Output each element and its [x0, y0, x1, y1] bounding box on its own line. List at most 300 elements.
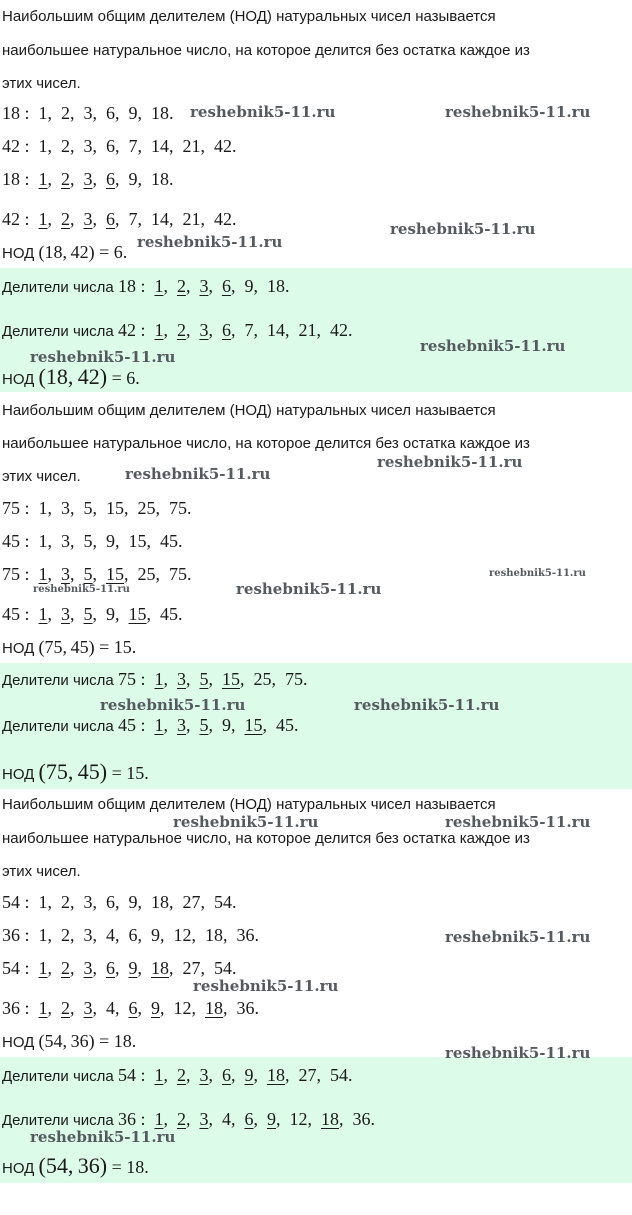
separator: , — [230, 320, 245, 340]
divisor-list-3b — [2, 925, 259, 946]
divisor: 2 — [176, 320, 186, 340]
divisor: 6 — [221, 320, 231, 340]
separator: , — [70, 209, 84, 229]
divisor: 1 — [154, 276, 164, 296]
divisor: 3 — [83, 136, 93, 156]
divisor: 5 — [83, 564, 93, 584]
separator: , — [137, 925, 152, 945]
separator: , — [92, 531, 107, 551]
divisor: 3 — [199, 1065, 209, 1085]
divisor: 18 — [151, 958, 170, 978]
divisor: 25 — [137, 498, 156, 518]
divisor: 7 — [244, 320, 254, 340]
watermark: reshebnik5-11.ru — [236, 580, 382, 598]
separator: , — [208, 715, 222, 735]
number: 75 : — [117, 669, 155, 689]
separator: , — [115, 925, 129, 945]
divisor: 4 — [221, 1109, 231, 1129]
divisor: 2 — [61, 209, 71, 229]
separator: , — [137, 209, 152, 229]
divisor: 54 — [329, 1065, 348, 1085]
divisor: 1 — [154, 1065, 164, 1085]
separator: , — [223, 925, 237, 945]
definition-line-3: этих чисел. — [2, 75, 81, 92]
divisor: 36 — [236, 925, 255, 945]
gcd-args: (75, 45) — [38, 759, 108, 784]
separator: , — [169, 209, 183, 229]
divisor: 1 — [38, 998, 48, 1018]
divisor: 6 — [221, 1065, 231, 1085]
divisor: 15 — [221, 669, 240, 689]
separator: , — [115, 531, 129, 551]
separator: , — [200, 892, 215, 912]
separator: , — [47, 169, 62, 189]
separator: , — [92, 136, 107, 156]
separator: , — [316, 320, 330, 340]
divisor: 9 — [244, 1065, 254, 1085]
divisor: 15 — [244, 715, 263, 735]
divisor: 36 — [236, 998, 255, 1018]
separator: , — [253, 1109, 267, 1129]
definition-line-3: этих чисел. — [2, 863, 81, 880]
divisor-label: Делители числа — [2, 1068, 118, 1085]
divisor: 27 — [298, 1065, 317, 1085]
gcd-result-2 — [2, 637, 136, 658]
watermark: reshebnik5-11.ru — [445, 928, 591, 946]
divisor: 15 — [106, 564, 125, 584]
divisor: 12 — [173, 998, 192, 1018]
divisor: 45 — [160, 604, 179, 624]
separator: , — [115, 136, 129, 156]
separator: , — [70, 892, 84, 912]
separator: , — [185, 1065, 200, 1085]
separator: , — [316, 1065, 330, 1085]
separator: , — [284, 1065, 299, 1085]
divisor: 12 — [173, 925, 192, 945]
divisor-list-2b — [2, 531, 183, 552]
divisor: 75 — [284, 669, 303, 689]
divisor: 2 — [61, 103, 71, 123]
gcd-label: НОД — [2, 245, 39, 262]
divisor: 2 — [61, 136, 71, 156]
separator: , — [163, 1109, 177, 1129]
divisor-list-1a-marked — [2, 169, 174, 190]
divisor: 1 — [38, 892, 48, 912]
separator: . — [254, 925, 260, 945]
gcd-args: (54, 36) — [38, 1153, 108, 1178]
separator: . — [254, 998, 260, 1018]
divisor: 42 — [214, 209, 233, 229]
divisor: 25 — [137, 564, 156, 584]
divisor-list-3a-marked — [2, 958, 237, 979]
gcd-value: = 15. — [94, 637, 137, 657]
divisor: 1 — [38, 209, 48, 229]
separator: , — [137, 958, 152, 978]
definition-line-1: Наибольшим общим делителем (НОД) натуральных чисел называется — [2, 8, 496, 25]
divisor: 54 — [214, 892, 233, 912]
divisor: 6 — [244, 1109, 254, 1129]
separator: , — [115, 103, 129, 123]
divisor: 2 — [61, 169, 71, 189]
watermark: reshebnik5-11.ru — [100, 696, 246, 714]
separator: , — [271, 669, 285, 689]
separator: , — [137, 103, 152, 123]
divisor: 1 — [154, 715, 164, 735]
watermark: reshebnik5-11.ru — [445, 1044, 591, 1062]
separator: , — [155, 564, 170, 584]
separator: , — [124, 564, 138, 584]
gcd-value: = 15. — [107, 763, 149, 783]
separator: , — [47, 925, 62, 945]
divisor: 6 — [106, 169, 116, 189]
separator: , — [70, 498, 84, 518]
separator: . — [347, 1065, 353, 1085]
divisor: 3 — [199, 1109, 209, 1129]
watermark: reshebnik5-11.ru — [190, 103, 336, 121]
divisor: 6 — [106, 136, 116, 156]
separator: , — [92, 998, 107, 1018]
number: 36 : — [2, 998, 39, 1018]
divisor: 14 — [151, 136, 170, 156]
separator: . — [232, 958, 237, 978]
separator: , — [124, 498, 138, 518]
number: 45 : — [117, 715, 155, 735]
separator: , — [70, 564, 84, 584]
divisor-label: Делители числа — [2, 279, 118, 296]
separator: , — [163, 715, 177, 735]
divisor: 18 — [151, 892, 170, 912]
answer-box-1 — [0, 268, 632, 392]
divisor-label: Делители числа — [2, 323, 118, 340]
divisor: 54 — [214, 958, 233, 978]
separator: , — [146, 604, 161, 624]
gcd-value: = 6. — [94, 242, 128, 262]
number: 45 : — [2, 531, 39, 551]
watermark: reshebnik5-11.ru — [137, 233, 283, 251]
divisor: 3 — [61, 531, 71, 551]
divisor: 4 — [106, 925, 116, 945]
divisor: 6 — [106, 209, 116, 229]
number: 75 : — [2, 564, 39, 584]
gcd-label: НОД — [2, 640, 39, 657]
separator: , — [155, 498, 170, 518]
divisor: 5 — [199, 669, 209, 689]
number: 36 : — [2, 925, 39, 945]
separator: , — [169, 892, 183, 912]
watermark: reshebnik5-11.ru — [445, 813, 591, 831]
divisor-list-1b — [2, 136, 237, 157]
separator: , — [92, 925, 107, 945]
watermark: reshebnik5-11.ru — [30, 1128, 176, 1146]
divisor: 1 — [38, 103, 48, 123]
divisor: 2 — [61, 998, 71, 1018]
divisor: 1 — [154, 320, 164, 340]
definition-line-1: Наибольшим общим делителем (НОД) натуральных чисел называется — [2, 796, 496, 813]
separator: , — [239, 669, 254, 689]
divisor: 1 — [38, 604, 48, 624]
divisor: 2 — [61, 925, 71, 945]
divisor: 9 — [128, 103, 138, 123]
divisor: 3 — [199, 320, 209, 340]
divisor-list-2b-marked — [2, 604, 183, 625]
divisor: 3 — [83, 892, 93, 912]
gcd-statement-2 — [2, 759, 149, 785]
separator: . — [347, 320, 353, 340]
separator: , — [169, 958, 183, 978]
divisor: 9 — [266, 1109, 276, 1129]
separator: , — [275, 1109, 290, 1129]
separator: , — [253, 276, 267, 296]
separator: , — [163, 669, 177, 689]
divisor: 6 — [128, 925, 138, 945]
divisor-statement-2b — [2, 715, 298, 736]
divisor-statement-2a — [2, 669, 307, 690]
separator: , — [92, 103, 107, 123]
gcd-result-3 — [2, 1031, 136, 1052]
divisor-label: Делители числа — [2, 672, 118, 689]
separator: , — [70, 604, 84, 624]
separator: , — [146, 531, 161, 551]
separator: , — [200, 136, 215, 156]
divisor-list-3a — [2, 892, 237, 913]
gcd-statement-3 — [2, 1153, 149, 1179]
separator: . — [187, 498, 192, 518]
divisor: 21 — [182, 136, 201, 156]
separator: . — [293, 715, 299, 735]
gcd-value: = 6. — [107, 368, 140, 388]
separator: , — [160, 925, 174, 945]
divisor: 25 — [253, 669, 272, 689]
separator: . — [178, 531, 183, 551]
divisor: 2 — [61, 958, 71, 978]
gcd-value: = 18. — [107, 1157, 149, 1177]
gcd-statement-1 — [2, 364, 140, 390]
separator: , — [137, 169, 152, 189]
separator: , — [185, 1109, 200, 1129]
divisor-statement-1b — [2, 320, 352, 341]
watermark: reshebnik5-11.ru — [377, 453, 523, 471]
separator: , — [163, 320, 177, 340]
separator: . — [232, 209, 237, 229]
divisor: 1 — [154, 1109, 164, 1129]
watermark: reshebnik5-11.ru — [193, 977, 339, 995]
separator: , — [92, 958, 107, 978]
divisor: 14 — [266, 320, 285, 340]
separator: , — [253, 320, 267, 340]
divisor: 18 — [151, 169, 170, 189]
separator: , — [230, 276, 245, 296]
divisor: 18 — [151, 103, 170, 123]
divisor: 2 — [176, 1065, 186, 1085]
separator: , — [307, 1109, 321, 1129]
separator: , — [137, 998, 152, 1018]
divisor-list-2a — [2, 498, 192, 519]
separator: , — [253, 1065, 267, 1085]
watermark: reshebnik5-11.ru — [173, 813, 319, 831]
divisor: 3 — [199, 276, 209, 296]
divisor-list-1b-marked — [2, 209, 237, 230]
separator: , — [70, 136, 84, 156]
divisor: 18 — [266, 276, 285, 296]
separator: , — [284, 320, 299, 340]
divisor: 15 — [128, 531, 147, 551]
separator: , — [70, 998, 84, 1018]
definition-line-1: Наибольшим общим делителем (НОД) натуральных чисел называется — [2, 402, 496, 419]
divisor: 3 — [176, 669, 186, 689]
gcd-value: = 18. — [94, 1031, 137, 1051]
divisor: 9 — [106, 604, 116, 624]
separator: , — [47, 498, 62, 518]
separator: , — [208, 1109, 222, 1129]
watermark: reshebnik5-11.ru — [390, 220, 536, 238]
watermark: reshebnik5-11.ru — [125, 465, 271, 483]
separator: , — [115, 169, 129, 189]
watermark: reshebnik5-11.ru — [30, 348, 176, 366]
divisor: 9 — [151, 998, 161, 1018]
separator: , — [163, 276, 177, 296]
separator: . — [169, 103, 174, 123]
divisor: 27 — [182, 958, 201, 978]
definition-line-3: этих чисел. — [2, 468, 81, 485]
separator: , — [92, 169, 107, 189]
divisor-label: Делители числа — [2, 1112, 118, 1129]
divisor: 1 — [38, 925, 48, 945]
divisor: 6 — [221, 276, 231, 296]
separator: , — [200, 209, 215, 229]
separator: , — [230, 1065, 245, 1085]
watermark: reshebnik5-11.ru — [445, 103, 591, 121]
divisor: 1 — [38, 564, 48, 584]
separator: , — [47, 564, 62, 584]
divisor-statement-1a — [2, 276, 289, 297]
watermark: reshebnik5-11.ru — [354, 696, 500, 714]
divisor: 3 — [61, 564, 71, 584]
divisor-list-3b-marked — [2, 998, 259, 1019]
gcd-label: НОД — [2, 371, 39, 388]
separator: , — [115, 209, 129, 229]
number: 18 : — [2, 103, 39, 123]
divisor: 5 — [199, 715, 209, 735]
divisor: 42 — [329, 320, 348, 340]
divisor-list-2a-marked — [2, 564, 192, 585]
divisor: 3 — [83, 209, 93, 229]
divisor: 15 — [106, 498, 125, 518]
definition-line-2: наибольшее натуральное число, на которое делится без остатка каждое из — [2, 42, 530, 59]
divisor: 45 — [160, 531, 179, 551]
divisor: 9 — [128, 958, 138, 978]
divisor: 6 — [106, 103, 116, 123]
definition-line-2: наибольшее натуральное число, на которое делится без остатка каждое из — [2, 830, 530, 847]
divisor: 2 — [176, 1109, 186, 1129]
separator: , — [47, 209, 62, 229]
separator: , — [208, 320, 222, 340]
separator: , — [208, 1065, 222, 1085]
separator: . — [370, 1109, 375, 1129]
separator: , — [191, 998, 206, 1018]
divisor: 2 — [176, 276, 186, 296]
divisor: 18 — [205, 998, 224, 1018]
divisor: 5 — [83, 604, 93, 624]
separator: . — [169, 169, 174, 189]
divisor: 1 — [38, 958, 48, 978]
separator: , — [185, 276, 200, 296]
divisor: 5 — [83, 498, 93, 518]
divisor: 3 — [83, 169, 93, 189]
divisor: 3 — [83, 958, 93, 978]
separator: , — [338, 1109, 353, 1129]
divisor: 6 — [106, 958, 116, 978]
gcd-args: (54, 36) — [38, 1031, 95, 1051]
separator: , — [47, 958, 62, 978]
separator: , — [47, 103, 62, 123]
separator: , — [185, 320, 200, 340]
separator: , — [160, 998, 174, 1018]
separator: , — [92, 209, 107, 229]
divisor: 3 — [61, 604, 71, 624]
divisor: 4 — [106, 998, 116, 1018]
divisor: 18 — [320, 1109, 339, 1129]
divisor: 9 — [151, 925, 161, 945]
gcd-args: (18, 42) — [38, 364, 108, 389]
divisor: 18 — [266, 1065, 285, 1085]
separator: , — [169, 136, 183, 156]
divisor: 21 — [182, 209, 201, 229]
definition-line-2: наибольшее натуральное число, на которое делится без остатка каждое из — [2, 435, 530, 452]
divisor: 42 — [214, 136, 233, 156]
separator: , — [92, 564, 107, 584]
separator: . — [187, 564, 192, 584]
separator: , — [92, 604, 107, 624]
divisor-label: Делители числа — [2, 718, 118, 735]
separator: , — [185, 669, 200, 689]
divisor: 1 — [154, 669, 164, 689]
separator: , — [70, 958, 84, 978]
number: 42 : — [2, 209, 39, 229]
number: 18 : — [117, 276, 155, 296]
divisor: 9 — [244, 276, 254, 296]
separator: , — [208, 276, 222, 296]
divisor: 3 — [61, 498, 71, 518]
divisor: 12 — [289, 1109, 308, 1129]
gcd-label: НОД — [2, 1160, 39, 1177]
divisor: 3 — [83, 103, 93, 123]
divisor: 21 — [298, 320, 317, 340]
separator: . — [284, 276, 290, 296]
number: 45 : — [2, 604, 39, 624]
number: 54 : — [117, 1065, 155, 1085]
separator: , — [47, 136, 62, 156]
separator: , — [230, 715, 245, 735]
separator: , — [92, 498, 107, 518]
gcd-label: НОД — [2, 1034, 39, 1051]
number: 18 : — [2, 169, 39, 189]
divisor-list-1a — [2, 103, 174, 124]
gcd-args: (18, 42) — [38, 242, 95, 262]
separator: , — [47, 892, 62, 912]
divisor: 1 — [38, 531, 48, 551]
divisor: 6 — [128, 998, 138, 1018]
number: 75 : — [2, 498, 39, 518]
separator: . — [302, 669, 308, 689]
divisor: 3 — [83, 925, 93, 945]
separator: . — [178, 604, 183, 624]
divisor: 36 — [352, 1109, 371, 1129]
divisor-statement-3a — [2, 1065, 352, 1086]
separator: , — [208, 669, 222, 689]
divisor: 9 — [128, 892, 138, 912]
divisor: 15 — [128, 604, 147, 624]
divisor: 3 — [83, 998, 93, 1018]
